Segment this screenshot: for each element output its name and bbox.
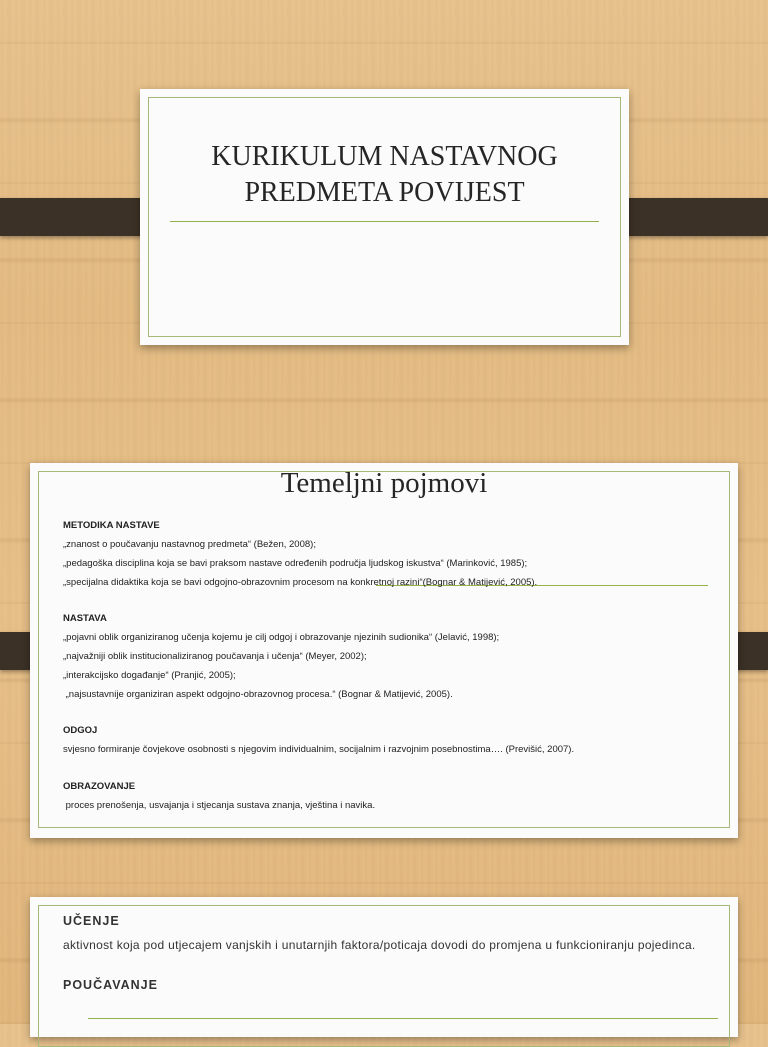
slide-body (63, 914, 708, 992)
definition-line: „znanost o poučavanju nastavnog predmeta“ (Bežen, 2008); (63, 539, 316, 550)
slide-basic-concepts (30, 463, 738, 838)
slide-title (140, 89, 629, 345)
section-heading-ucenje: UČENJE (63, 914, 120, 928)
decor-band-right-1 (613, 198, 768, 236)
section-heading-poucavanje: POUČAVANJE (63, 978, 158, 992)
title-line-1: KURIKULUM NASTAVNOG (211, 141, 558, 172)
definition-line: „specijalna didaktika koja se bavi odgojno-obrazovnim procesom na konkretnoj razini“(Bognar & Matijević, 2005). (63, 577, 538, 588)
definition-line: svjesno formiranje čovjekove osobnosti s njegovim individualnim, socijalnim i razvojnim posebnostima…. (Previšić, 2007). (63, 744, 575, 755)
definition-line: „najsustavnije organiziran aspekt odgojno-obrazovnog procesa.“ (Bognar & Matijević, 2005). (63, 689, 453, 700)
definition-line: „pojavni oblik organiziranog učenja kojemu je cilj odgoj i obrazovanje njezinih sudionika“ (Jelavić, 1998); (63, 632, 500, 643)
definition-line: „pedagoška disciplina koja se bavi praksom nastave određenih područja ljudskog iskustva“ (Marinković, 1985); (63, 558, 528, 569)
section-heading-odgoj: ODGOJ (63, 725, 98, 736)
slide-learning-teaching (30, 897, 738, 1037)
section-heading-nastava: NASTAVA (63, 613, 107, 624)
definition-line: „najvažniji oblik institucionaliziranog poučavanja i učenja“ (Meyer, 2002); (63, 651, 367, 662)
slide-frame (148, 97, 621, 337)
section-heading-obrazovanje: OBRAZOVANJE (63, 781, 136, 792)
definition-text: aktivnost koja pod utjecajem vanjskih i unutarnjih faktora/poticaja dovodi do promjena u funkcioniranju pojedinca. (63, 938, 696, 952)
definitions-list (63, 516, 718, 815)
decor-band-left-1 (0, 198, 155, 236)
title-line-2: PREDMETA POVIJEST (244, 177, 525, 208)
slide-heading: Temeljni pojmovi (280, 467, 488, 499)
presentation-title (160, 139, 609, 211)
section-heading-metodika: METODIKA NASTAVE (63, 520, 160, 531)
accent-divider (88, 1018, 718, 1019)
title-divider (170, 221, 599, 222)
definition-line: „interakcijsko događanje“ (Pranjić, 2005); (63, 670, 236, 681)
definition-line: proces prenošenja, usvajanja i stjecanja sustava znanja, vještina i navika. (63, 800, 376, 811)
